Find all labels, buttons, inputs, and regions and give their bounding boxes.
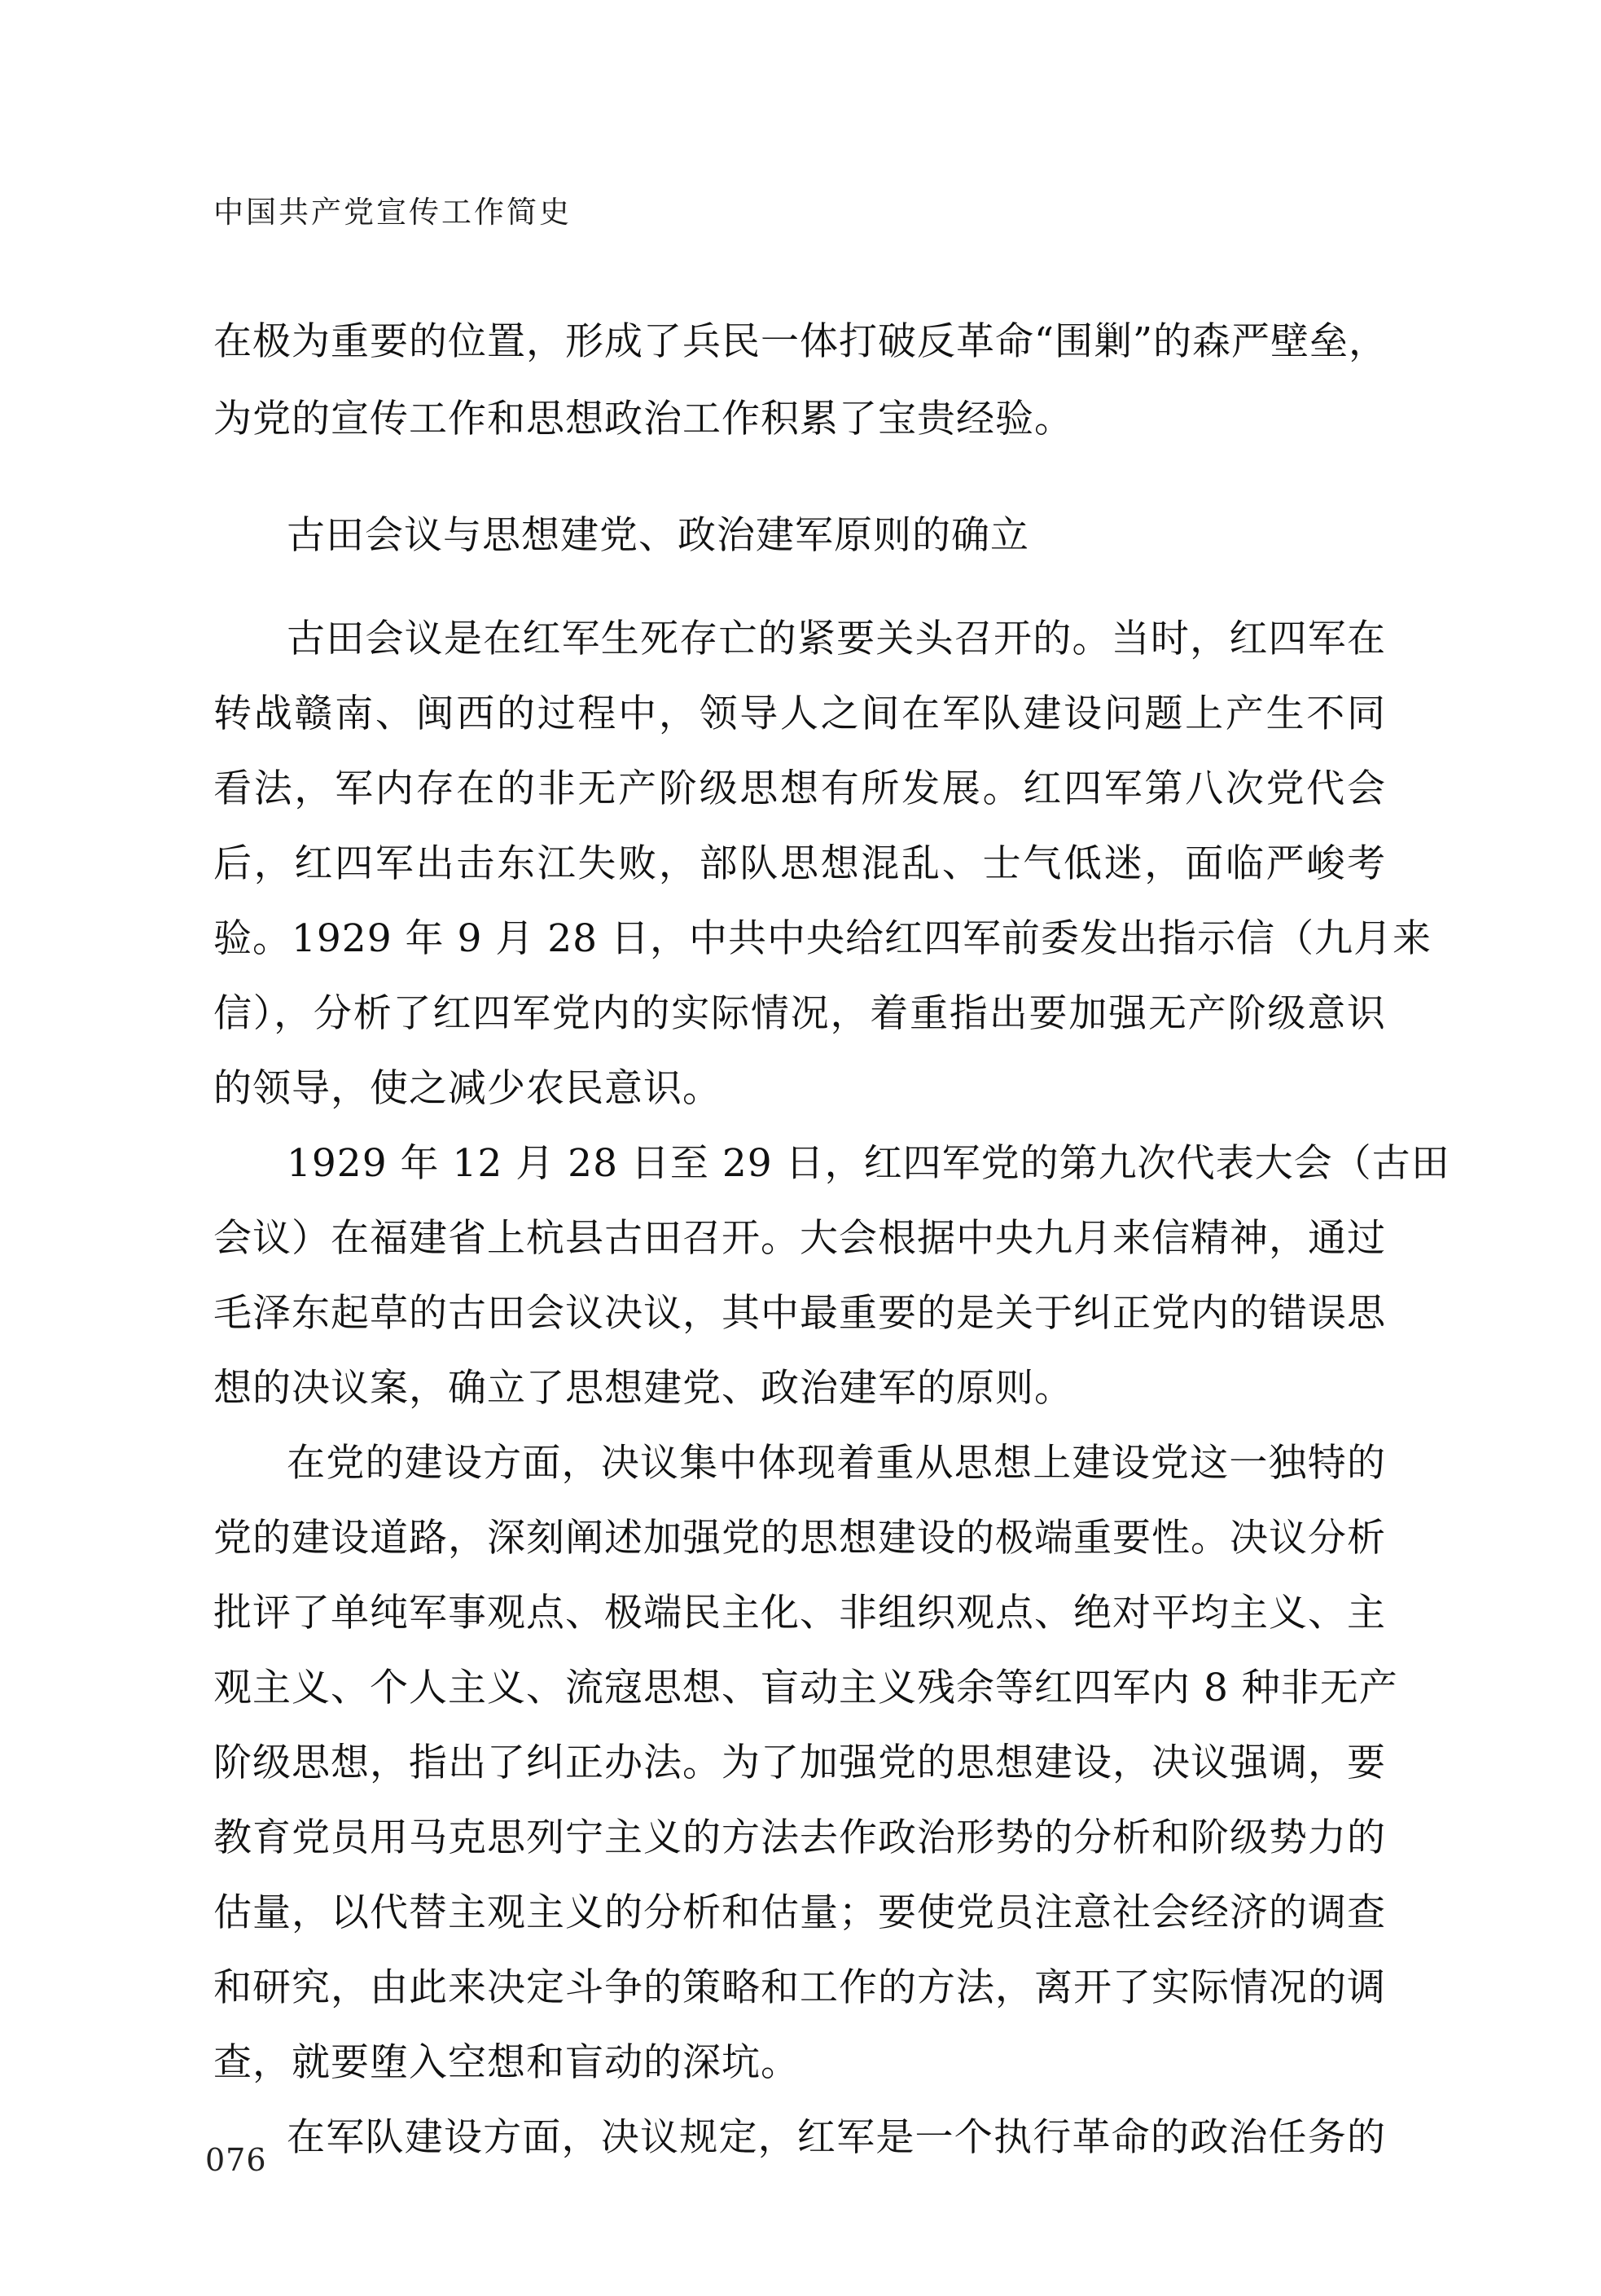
body-text-line: 在极为重要的位置，形成了兵民一体打破反革命“围剿”的森严壁垒， (213, 319, 1388, 364)
body-text-line: 估量，以代替主观主义的分析和估量；要使党员注意社会经济的调查 (213, 1890, 1386, 1935)
body-text-line: 想的决议案，确立了思想建党、政治建军的原则。 (213, 1366, 1073, 1411)
running-header: 中国共产党宣传工作简史 (213, 195, 572, 230)
body-text-line: 古田会议是在红军生死存亡的紧要关头召开的。当时，红四军在 (287, 617, 1386, 661)
body-text-line: 查，就要堕入空想和盲动的深坑。 (213, 2040, 800, 2085)
body-text-line: 阶级思想，指出了纠正办法。为了加强党的思想建设，决议强调，要 (213, 1741, 1386, 1785)
body-text-line: 1929 年 12 月 28 日至 29 日，红四军党的第九次代表大会（古田 (287, 1141, 1450, 1186)
body-text-line: 验。1929 年 9 月 28 日，中共中央给红四军前委发出指示信（九月来 (213, 916, 1432, 961)
body-text-line: 观主义、个人主义、流寇思想、盲动主义残余等红四军内 8 种非无产 (213, 1666, 1398, 1710)
body-text-line: 的领导，使之减少农民意识。 (213, 1066, 722, 1111)
body-text-line: 在党的建设方面，决议集中体现着重从思想上建设党这一独特的 (287, 1441, 1386, 1486)
body-text-line: 在军队建设方面，决议规定，红军是一个执行革命的政治任务的 (287, 2115, 1386, 2160)
body-text-line: 党的建设道路，深刻阐述加强党的思想建设的极端重要性。决议分析 (213, 1516, 1386, 1561)
body-text-line: 会议）在福建省上杭县古田召开。大会根据中央九月来信精神，通过 (213, 1216, 1386, 1261)
body-text-line: 和研究，由此来决定斗争的策略和工作的方法，离开了实际情况的调 (213, 1965, 1386, 2010)
body-text-line: 教育党员用马克思列宁主义的方法去作政治形势的分析和阶级势力的 (213, 1815, 1386, 1860)
page-number: 076 (205, 2142, 267, 2178)
body-text-line: 转战赣南、闽西的过程中，领导人之间在军队建设问题上产生不同 (213, 691, 1386, 736)
body-text-line: 看法，军内存在的非无产阶级思想有所发展。红四军第八次党代会 (213, 766, 1386, 811)
body-text-line: 为党的宣传工作和思想政治工作积累了宝贵经验。 (213, 397, 1073, 441)
body-text-line: 后，红四军出击东江失败，部队思想混乱、士气低迷，面临严峻考 (213, 841, 1386, 886)
section-heading: 古田会议与思想建党、政治建军原则的确立 (287, 513, 1029, 558)
body-text-line: 批评了单纯军事观点、极端民主化、非组织观点、绝对平均主义、主 (213, 1591, 1386, 1635)
body-text-line: 信），分析了红四军党内的实际情况，着重指出要加强无产阶级意识 (213, 991, 1386, 1036)
body-text-line: 毛泽东起草的古田会议决议，其中最重要的是关于纠正党内的错误思 (213, 1291, 1386, 1336)
